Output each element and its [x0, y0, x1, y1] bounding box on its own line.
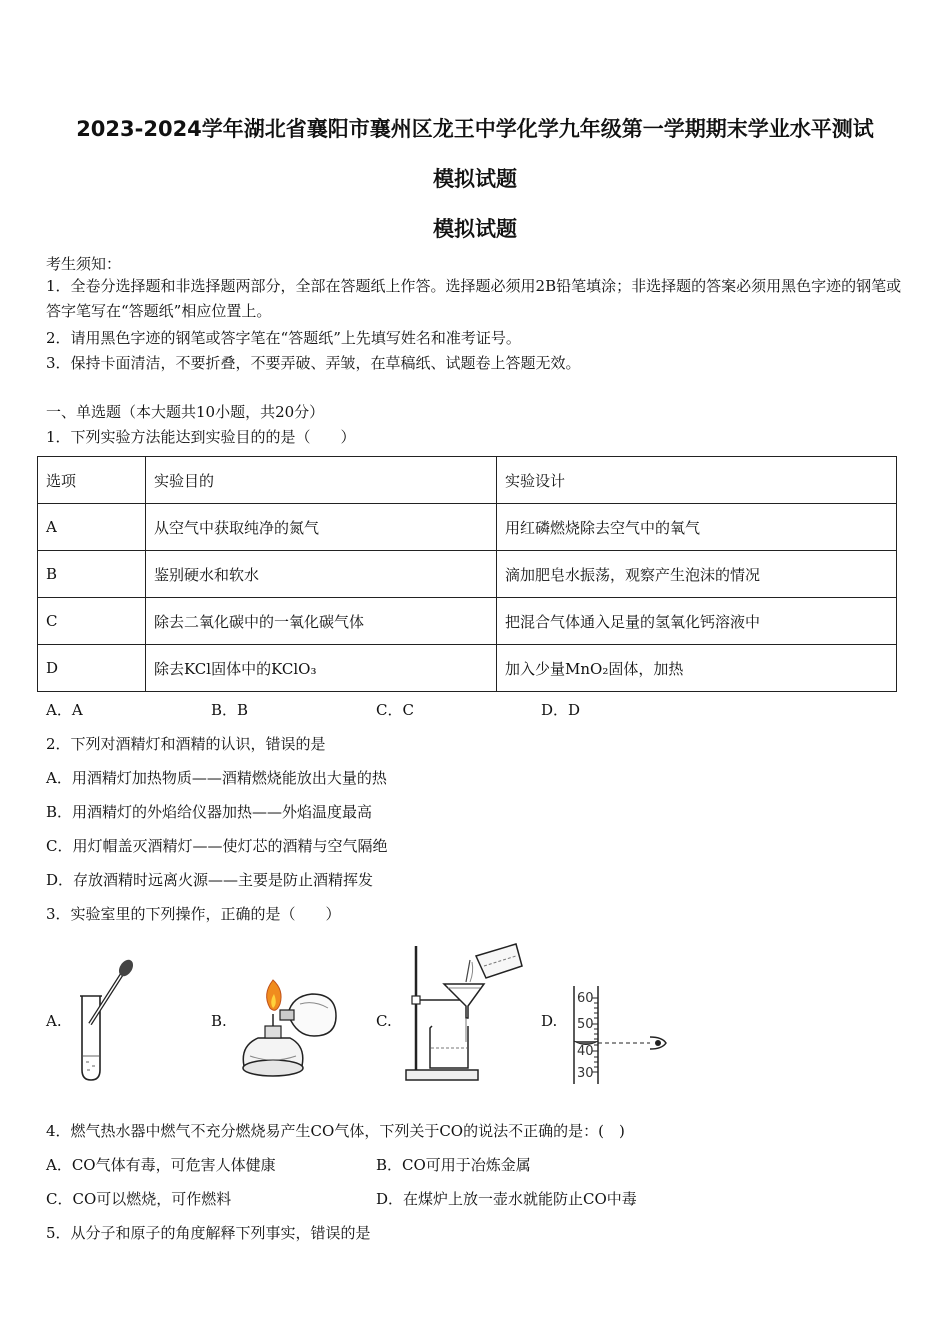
q2-option-a: A．用酒精灯加热物质——酒精燃烧能放出大量的热 [46, 769, 387, 787]
table-row [38, 598, 897, 645]
q1-option-a: A．A [46, 701, 83, 719]
table-cell: B [38, 551, 146, 598]
q1-option-c: C．C [376, 701, 414, 719]
q3-option-d-label: D. [541, 1012, 558, 1030]
table-row [38, 645, 897, 692]
q1-option-b: B．B [211, 701, 249, 719]
filtration-apparatus-illustration [404, 936, 530, 1084]
question-2-stem: 2．下列对酒精灯和酒精的认识，错误的是 [46, 735, 326, 753]
table-cell: 除去二氧化碳中的一氧化碳气体 [146, 598, 497, 645]
dropper-test-tube-illustration [70, 958, 140, 1086]
exam-subtitle: 模拟试题 [433, 167, 517, 191]
cylinder-tick-label: 50 [577, 1017, 594, 1032]
table-cell: A [38, 504, 146, 551]
table-header-cell: 选项 [38, 457, 146, 504]
q4-option-a: A．CO气体有毒，可危害人体健康 [46, 1156, 276, 1174]
table-cell: 除去KCl固体中的KClO₃ [146, 645, 497, 692]
q3-option-b-label: B. [211, 1012, 227, 1030]
table-cell: 滴加肥皂水振荡，观察产生泡沫的情况 [497, 551, 897, 598]
q3-option-c-label: C. [376, 1012, 392, 1030]
table-cell: 用红磷燃烧除去空气中的氧气 [497, 504, 897, 551]
question-3-stem: 3．实验室里的下列操作，正确的是（ ） [46, 905, 341, 923]
question-1-stem: 1．下列实验方法能达到实验目的的是（ ） [46, 428, 356, 446]
note-item-1: 1．全卷分选择题和非选择题两部分，全部在答题纸上作答。选择题必须用2B铅笔填涂；非选择题的答案必须用黑色字迹的钢笔或答字笔写在“答题纸”相应位置上。 [46, 277, 902, 320]
table-row [38, 504, 897, 551]
table-cell: C [38, 598, 146, 645]
table-cell: 把混合气体通入足量的氢氧化钙溶液中 [497, 598, 897, 645]
table-row [38, 551, 897, 598]
cylinder-tick-label: 30 [577, 1066, 594, 1081]
exam-title: 2023-2024学年湖北省襄阳市襄州区龙王中学化学九年级第一学期期末学业水平测试 [76, 117, 874, 141]
q1-option-d: D．D [541, 701, 581, 719]
table-cell: D [38, 645, 146, 692]
table-header-cell: 实验设计 [497, 457, 897, 504]
notes-heading: 考生须知： [46, 255, 122, 273]
exam-subtitle-repeat: 模拟试题 [433, 217, 517, 241]
table-header-row [38, 457, 897, 504]
cylinder-tick-label: 40 [577, 1044, 594, 1059]
q2-option-d: D．存放酒精时远离火源——主要是防止酒精挥发 [46, 871, 374, 889]
q2-option-c: C．用灯帽盖灭酒精灯——使灯芯的酒精与空气隔绝 [46, 837, 388, 855]
table-cell: 加入少量MnO₂固体，加热 [497, 645, 897, 692]
table-header-cell: 实验目的 [146, 457, 497, 504]
table-cell: 从空气中获取纯净的氮气 [146, 504, 497, 551]
question-4-stem: 4．燃气热水器中燃气不充分燃烧易产生CO气体，下列关于CO的说法不正确的是：( ) [46, 1122, 625, 1140]
table-cell: 鉴别硬水和软水 [146, 551, 497, 598]
graduated-cylinder-reading-illustration [568, 984, 672, 1088]
q4-option-d: D．在煤炉上放一壶水就能防止CO中毒 [376, 1190, 637, 1208]
note-item-3: 3．保持卡面清洁，不要折叠，不要弄破、弄皱，在草稿纸、试题卷上答题无效。 [46, 354, 581, 372]
note-item-2: 2．请用黑色字迹的钢笔或答字笔在“答题纸”上先填写姓名和准考证号。 [46, 329, 521, 347]
cylinder-tick-label: 60 [577, 991, 594, 1006]
q2-option-b: B．用酒精灯的外焰给仪器加热——外焰温度最高 [46, 803, 373, 821]
question-5-stem: 5．从分子和原子的角度解释下列事实，错误的是 [46, 1224, 371, 1242]
section-heading: 一、单选题（本大题共10小题，共20分） [46, 403, 325, 421]
alcohol-lamp-lighting-illustration [232, 974, 344, 1082]
question-1-table [37, 456, 897, 692]
q3-option-a-label: A. [46, 1012, 62, 1030]
q4-option-b: B．CO可用于冶炼金属 [376, 1156, 531, 1174]
q4-option-c: C．CO可以燃烧，可作燃料 [46, 1190, 232, 1208]
